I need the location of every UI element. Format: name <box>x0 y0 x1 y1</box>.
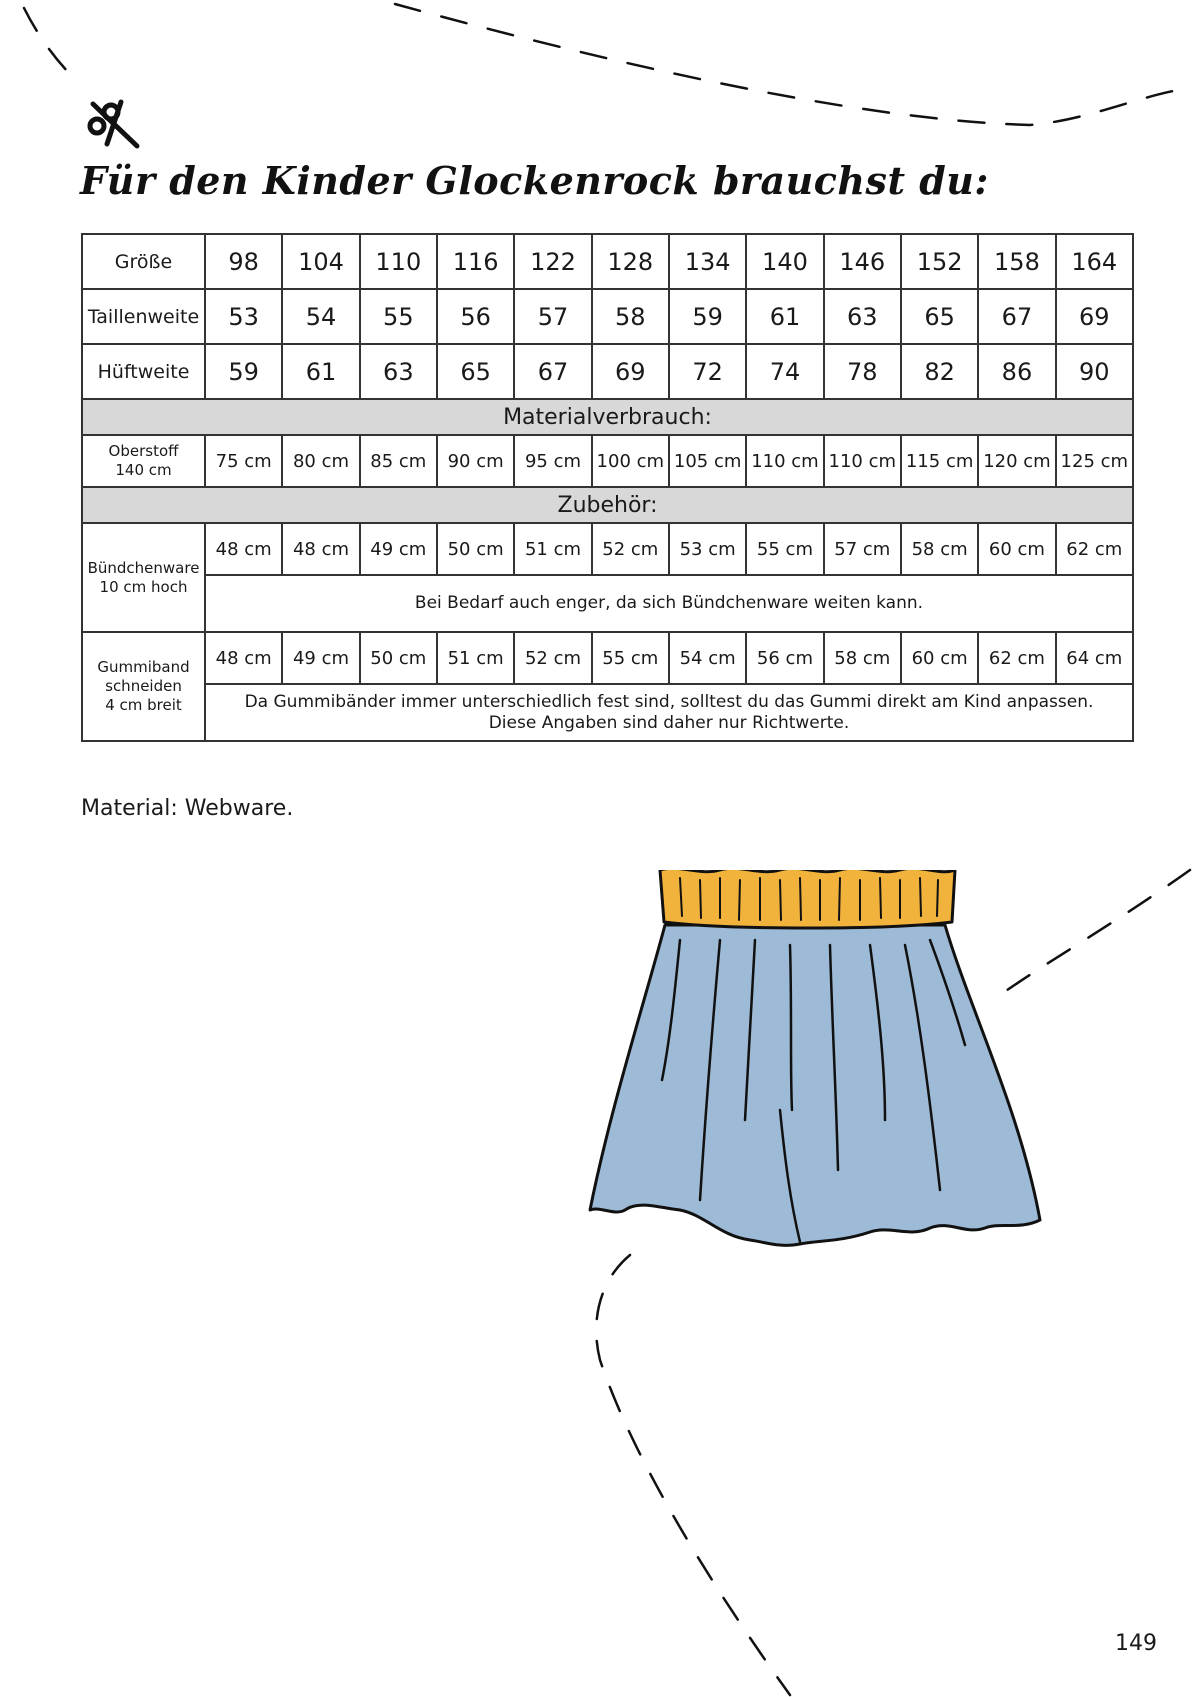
fabric-cell: 110 cm <box>824 435 901 487</box>
cuff-cell: 53 cm <box>669 523 746 575</box>
fabric-cell: 125 cm <box>1056 435 1133 487</box>
hip-cell: 72 <box>669 344 746 399</box>
hip-cell: 86 <box>978 344 1055 399</box>
fabric-cell: 95 cm <box>514 435 591 487</box>
size-cell: 164 <box>1056 234 1133 289</box>
size-cell: 122 <box>514 234 591 289</box>
cuff-cell: 48 cm <box>205 523 282 575</box>
fabric-cell: 90 cm <box>437 435 514 487</box>
fabric-cell: 80 cm <box>282 435 359 487</box>
waist-cell: 59 <box>669 289 746 344</box>
size-cell: 146 <box>824 234 901 289</box>
elastic-cell: 54 cm <box>669 632 746 684</box>
waist-cell: 57 <box>514 289 591 344</box>
cuff-cell: 57 cm <box>824 523 901 575</box>
elastic-cell: 58 cm <box>824 632 901 684</box>
cuff-label-height: 10 cm hoch <box>99 577 188 596</box>
hip-cell: 67 <box>514 344 591 399</box>
material-note: Material: Webware. <box>81 796 294 821</box>
page-number: 149 <box>1115 1631 1157 1656</box>
elastic-note-line-1: Da Gummibänder immer unterschiedlich fest sind, solltest du das Gummi direkt am Kind anpassen. <box>244 691 1094 712</box>
cuff-cell: 60 cm <box>978 523 1055 575</box>
hip-cell: 61 <box>282 344 359 399</box>
fabric-cell: 110 cm <box>746 435 823 487</box>
size-cell: 116 <box>437 234 514 289</box>
cuff-cell: 51 cm <box>514 523 591 575</box>
elastic-cell: 50 cm <box>360 632 437 684</box>
waist-cell: 69 <box>1056 289 1133 344</box>
hip-cell: 82 <box>901 344 978 399</box>
cuff-cell: 50 cm <box>437 523 514 575</box>
elastic-cell: 52 cm <box>514 632 591 684</box>
hip-cell: 59 <box>205 344 282 399</box>
size-label: Größe <box>82 234 205 289</box>
waist-cell: 55 <box>360 289 437 344</box>
elastic-cell: 51 cm <box>437 632 514 684</box>
cuff-label <box>82 523 205 632</box>
elastic-note-row <box>82 684 1133 741</box>
elastic-label <box>82 632 205 741</box>
waist-cell: 56 <box>437 289 514 344</box>
size-cell: 110 <box>360 234 437 289</box>
cuff-cell: 49 cm <box>360 523 437 575</box>
size-cell: 152 <box>901 234 978 289</box>
cuff-cell: 48 cm <box>282 523 359 575</box>
elastic-cell: 56 cm <box>746 632 823 684</box>
accessories-section-row <box>82 487 1133 523</box>
fabric-label-width: 140 cm <box>115 461 172 479</box>
accessories-section-heading: Zubehör: <box>82 487 1133 523</box>
elastic-cell: 62 cm <box>978 632 1055 684</box>
hip-cell: 63 <box>360 344 437 399</box>
cuff-note-row <box>82 575 1133 632</box>
page-title: Für den Kinder Glockenrock brauchst du: <box>80 158 989 203</box>
cuff-row <box>82 523 1133 575</box>
elastic-label-name: Gummiband <box>97 658 190 676</box>
hip-cell: 78 <box>824 344 901 399</box>
cuff-cell: 58 cm <box>901 523 978 575</box>
fabric-row <box>82 435 1133 487</box>
waist-label: Taillenweite <box>82 289 205 344</box>
hip-row <box>82 344 1133 399</box>
waist-cell: 67 <box>978 289 1055 344</box>
elastic-cell: 48 cm <box>205 632 282 684</box>
material-section-row <box>82 399 1133 435</box>
waist-cell: 54 <box>282 289 359 344</box>
elastic-note <box>205 684 1133 741</box>
hip-cell: 90 <box>1056 344 1133 399</box>
size-cell: 98 <box>205 234 282 289</box>
hip-cell: 69 <box>592 344 669 399</box>
cuff-cell: 62 cm <box>1056 523 1133 575</box>
skirt-illustration <box>580 870 1050 1310</box>
elastic-label-action: schneiden <box>105 677 182 695</box>
waist-cell: 63 <box>824 289 901 344</box>
cuff-note: Bei Bedarf auch enger, da sich Bündchenware weiten kann. <box>205 575 1133 632</box>
elastic-row <box>82 632 1133 684</box>
fabric-cell: 115 cm <box>901 435 978 487</box>
elastic-label-width: 4 cm breit <box>105 696 182 714</box>
size-table <box>81 233 1134 742</box>
elastic-cell: 64 cm <box>1056 632 1133 684</box>
scissors-icon <box>90 102 137 146</box>
fabric-label <box>82 435 205 487</box>
cuff-label-name: Bündchenware <box>87 558 200 577</box>
elastic-cell: 60 cm <box>901 632 978 684</box>
fabric-cell: 85 cm <box>360 435 437 487</box>
elastic-cell: 49 cm <box>282 632 359 684</box>
fabric-cell: 75 cm <box>205 435 282 487</box>
waist-cell: 58 <box>592 289 669 344</box>
waist-cell: 53 <box>205 289 282 344</box>
hip-cell: 74 <box>746 344 823 399</box>
size-cell: 158 <box>978 234 1055 289</box>
size-cell: 104 <box>282 234 359 289</box>
cuff-cell: 55 cm <box>746 523 823 575</box>
elastic-note-line-2: Diese Angaben sind daher nur Richtwerte. <box>488 712 850 733</box>
material-section-heading: Materialverbrauch: <box>82 399 1133 435</box>
waist-cell: 65 <box>901 289 978 344</box>
fabric-cell: 100 cm <box>592 435 669 487</box>
waist-row <box>82 289 1133 344</box>
fabric-cell: 120 cm <box>978 435 1055 487</box>
fabric-label-name: Oberstoff <box>108 442 179 460</box>
elastic-cell: 55 cm <box>592 632 669 684</box>
waistband <box>660 870 955 928</box>
size-cell: 128 <box>592 234 669 289</box>
fabric-cell: 105 cm <box>669 435 746 487</box>
skirt-body <box>590 925 1040 1245</box>
waist-cell: 61 <box>746 289 823 344</box>
size-cell: 140 <box>746 234 823 289</box>
size-row <box>82 234 1133 289</box>
hip-label: Hüftweite <box>82 344 205 399</box>
cuff-cell: 52 cm <box>592 523 669 575</box>
hip-cell: 65 <box>437 344 514 399</box>
size-cell: 134 <box>669 234 746 289</box>
